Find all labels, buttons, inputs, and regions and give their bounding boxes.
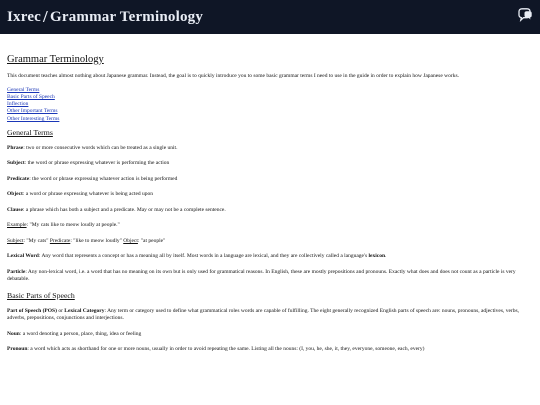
- definition-text: : a word which acts as shorthand for one or more nouns, usually in order to avoid repeating the same. Listing all the nouns: (I, you, he, she, it, they, everyone, someone, each, every): [27, 346, 425, 353]
- definition-clause: [7, 207, 533, 215]
- term-noun: Noun: [7, 330, 20, 337]
- definition-particle: [7, 269, 533, 284]
- site-brand[interactable]: [7, 7, 203, 27]
- definition-noun: [7, 331, 533, 339]
- term-lexicon: lexicon: [368, 253, 385, 260]
- definition-object: [7, 191, 533, 199]
- example-object-value: : "at people": [137, 237, 166, 244]
- definition-text: : Any non-lexical word, i.e. a word that has no meaning on its own but is only used for grammatical reasons. In English, these are mostly prepositions and pronouns. Exactly what does and does not count as a particle is very debatable.: [7, 268, 516, 283]
- example-predicate-label: Predicate: [49, 237, 71, 244]
- definition-text: : the word or phrase expressing whatever action is being performed: [29, 175, 178, 182]
- brand-page-name[interactable]: Grammar Terminology: [49, 8, 204, 25]
- term-lexical-word: Lexical Word: [7, 253, 39, 260]
- definition-text: : Any term or category used to define what grammatical roles words are capable of fulfilling. The eight generally recognized English parts of speech are: nouns, pronouns, adjectives, verbs, adverbs, prepositions, conjunctions and interjections.: [7, 307, 520, 322]
- section-heading-basic-parts-of-speech: Basic Parts of Speech: [7, 290, 75, 300]
- example-subject-label: Subject: [7, 237, 24, 244]
- term-clause: Clause: [7, 206, 23, 213]
- example-object-label: Object: [123, 237, 138, 244]
- definition-text: : Any word that represents a concept or has a meaning all by itself. Most words in a language are lexical, and they are collectively called a language's: [38, 253, 369, 260]
- section-heading-general-terms: General Terms: [7, 127, 53, 137]
- chat-bubble-icon[interactable]: [517, 7, 533, 28]
- toc-link-inflection[interactable]: Inflection: [7, 101, 29, 108]
- definition-lexical-word: [7, 253, 533, 261]
- page-title: Grammar Terminology: [7, 54, 104, 65]
- definition-subject: [7, 160, 533, 168]
- definition-text: : the word or phrase expressing whatever is performing the action: [24, 160, 170, 167]
- toc-link-general-terms[interactable]: General Terms: [7, 86, 40, 93]
- brand-site-name[interactable]: Ixrec: [7, 8, 42, 25]
- toc-link-other-important-terms[interactable]: Other Important Terms: [7, 108, 58, 115]
- definition-text: : a phrase which has both a subject and a predicate. May or may not be a complete sentence.: [22, 206, 226, 213]
- example-sentence: [7, 222, 533, 230]
- main-content: [0, 54, 540, 354]
- term-subject: Subject: [7, 160, 25, 167]
- definition-predicate: [7, 176, 533, 184]
- top-bar: [0, 0, 540, 34]
- brand-separator: /: [43, 7, 48, 26]
- definition-text: : two or more consecutive words which can be treated as a single unit.: [23, 144, 178, 151]
- example-predicate-value: : "like to meow loudly": [70, 237, 124, 244]
- term-pronoun: Pronoun: [7, 346, 28, 353]
- intro-paragraph: This document teaches almost nothing about Japanese grammar. Instead, the goal is to quickly introduce you to some basic grammar terms I need to use in the guide in order to explain how Japanese works.: [7, 73, 459, 79]
- example-label: Example: [7, 222, 27, 229]
- example-subject-value: : "My cats": [23, 237, 50, 244]
- term-particle: Particle: [7, 268, 26, 275]
- definition-end: .: [385, 253, 387, 260]
- term-lexical-category: Lexical Category: [64, 307, 105, 314]
- definition-text: : a word denoting a person, place, thing, idea or feeling: [19, 330, 142, 337]
- definition-phrase: [7, 145, 533, 153]
- term-part-of-speech: Part of Speech (POS): [7, 307, 57, 314]
- term-object: Object: [7, 191, 23, 198]
- toc-link-basic-parts-of-speech[interactable]: Basic Parts of Speech: [7, 93, 55, 100]
- definition-part-of-speech: [7, 308, 533, 323]
- table-of-contents: [7, 87, 533, 123]
- definition-pronoun: [7, 346, 533, 354]
- example-text: : "My cats like to meow loudly at people.": [26, 222, 120, 229]
- toc-link-other-interesting-terms[interactable]: Other Interesting Terms: [7, 115, 60, 122]
- term-predicate: Predicate: [7, 175, 30, 182]
- example-breakdown: [7, 238, 533, 246]
- definition-text: : a word or phrase expressing whatever is being acted upon: [22, 191, 154, 198]
- conjunction-or: or: [56, 307, 65, 314]
- term-phrase: Phrase: [7, 144, 24, 151]
